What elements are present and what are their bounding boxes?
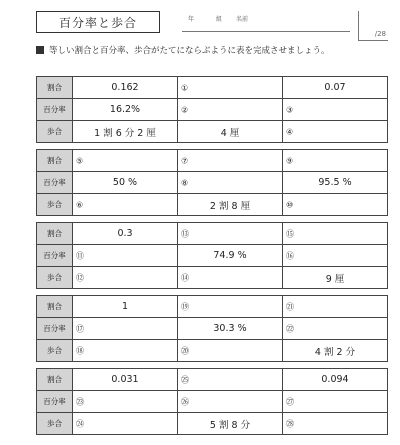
answer-cell[interactable] xyxy=(178,340,283,362)
row-label: 割合 xyxy=(37,296,73,318)
answer-cell[interactable] xyxy=(178,172,283,194)
answer-cell[interactable] xyxy=(178,267,283,289)
instruction-text: 等しい割合と百分率、歩合がたてにならぶように表を完成させましょう。 xyxy=(49,46,330,56)
table-row xyxy=(37,296,388,318)
answer-cell[interactable] xyxy=(178,77,283,99)
row-label: 百分率 xyxy=(37,172,73,194)
answer-cell[interactable] xyxy=(283,391,388,413)
answer-cell[interactable] xyxy=(283,413,388,435)
question-number: ⑬ xyxy=(181,229,189,238)
question-number: ⑧ xyxy=(181,178,189,187)
question-number: ⑲ xyxy=(181,302,189,311)
question-number: ⑯ xyxy=(286,251,294,260)
table-row xyxy=(37,391,388,413)
question-number: ⑳ xyxy=(181,346,189,355)
exercise-table-1 xyxy=(36,76,388,143)
worksheet-title xyxy=(36,11,160,33)
cell-value: 4 割 2 分 xyxy=(314,346,356,358)
row-label: 百分率 xyxy=(37,99,73,121)
row-label: 割合 xyxy=(37,223,73,245)
table-row xyxy=(37,369,388,391)
answer-cell[interactable] xyxy=(73,267,178,289)
question-number: ⑪ xyxy=(76,251,84,260)
table-row xyxy=(37,318,388,340)
cell-value: 2 割 8 厘 xyxy=(209,200,251,212)
exercise-table-3 xyxy=(36,222,388,289)
given-value-cell xyxy=(283,369,388,391)
given-value-cell xyxy=(178,194,283,216)
table-row xyxy=(37,340,388,362)
answer-cell[interactable] xyxy=(73,340,178,362)
instruction xyxy=(36,44,330,56)
cell-value: 16.2% xyxy=(109,104,141,115)
given-value-cell xyxy=(178,318,283,340)
cell-value: 30.3 % xyxy=(213,323,247,334)
question-number: ④ xyxy=(286,127,294,136)
row-label: 歩合 xyxy=(37,340,73,362)
given-value-cell xyxy=(73,223,178,245)
class-label: 組 xyxy=(216,16,223,23)
question-number: ③ xyxy=(286,105,294,114)
given-value-cell xyxy=(283,340,388,362)
cell-value: 0.07 xyxy=(324,82,346,93)
question-number: ⑭ xyxy=(181,273,189,282)
answer-cell[interactable] xyxy=(73,413,178,435)
worksheet-title-text: 百分率と歩合 xyxy=(58,15,137,30)
question-number: ㉓ xyxy=(76,397,84,406)
cell-value: 95.5 % xyxy=(318,177,352,188)
row-label: 百分率 xyxy=(37,391,73,413)
exercise-table-4 xyxy=(36,295,388,362)
cell-value: 0.031 xyxy=(111,374,139,385)
bullet-square-icon xyxy=(36,46,44,54)
cell-value: 0.3 xyxy=(117,228,133,239)
score-box xyxy=(358,11,388,41)
question-number: ② xyxy=(181,105,189,114)
table-row xyxy=(37,267,388,289)
answer-cell[interactable] xyxy=(178,391,283,413)
row-label: 割合 xyxy=(37,369,73,391)
table-row xyxy=(37,172,388,194)
table-row xyxy=(37,194,388,216)
question-number: ⑱ xyxy=(76,346,84,355)
given-value-cell xyxy=(73,77,178,99)
name-label: 名前 xyxy=(236,16,249,23)
answer-cell[interactable] xyxy=(283,194,388,216)
question-number: ⑥ xyxy=(76,200,84,209)
table-row xyxy=(37,223,388,245)
given-value-cell xyxy=(73,369,178,391)
given-value-cell xyxy=(283,172,388,194)
cell-value: 50 % xyxy=(112,177,138,188)
given-value-cell xyxy=(73,121,178,143)
table-row xyxy=(37,121,388,143)
row-label: 歩合 xyxy=(37,194,73,216)
question-number: ㉔ xyxy=(76,419,84,428)
answer-cell[interactable] xyxy=(283,296,388,318)
question-number: ㉗ xyxy=(286,397,294,406)
answer-cell[interactable] xyxy=(73,150,178,172)
row-label: 百分率 xyxy=(37,318,73,340)
row-label: 割合 xyxy=(37,150,73,172)
question-number: ① xyxy=(181,83,189,92)
cell-value: 5 割 8 分 xyxy=(209,419,251,431)
given-value-cell xyxy=(178,413,283,435)
exercise-table-5 xyxy=(36,368,388,435)
answer-cell[interactable] xyxy=(73,318,178,340)
answer-cell[interactable] xyxy=(178,99,283,121)
answer-cell[interactable] xyxy=(283,223,388,245)
table-row xyxy=(37,245,388,267)
score-total: /28 xyxy=(374,30,386,38)
row-label: 歩合 xyxy=(37,267,73,289)
row-label: 百分率 xyxy=(37,245,73,267)
given-value-cell xyxy=(178,245,283,267)
question-number: ⑨ xyxy=(286,156,294,165)
answer-cell[interactable] xyxy=(178,369,283,391)
question-number: ㉑ xyxy=(286,302,294,311)
grade-label: 年 xyxy=(188,16,195,23)
given-value-cell xyxy=(73,296,178,318)
question-number: ⑦ xyxy=(181,156,189,165)
cell-value: 9 厘 xyxy=(325,273,345,285)
table-row xyxy=(37,77,388,99)
given-value-cell xyxy=(283,267,388,289)
cell-value: 4 厘 xyxy=(220,127,240,139)
question-number: ㉖ xyxy=(181,397,189,406)
answer-cell[interactable] xyxy=(73,391,178,413)
question-number: ⑰ xyxy=(76,324,84,333)
exercise-table-2 xyxy=(36,149,388,216)
cell-value: 0.094 xyxy=(321,374,349,385)
table-row xyxy=(37,413,388,435)
row-label: 割合 xyxy=(37,77,73,99)
question-number: ⑫ xyxy=(76,273,84,282)
cell-value: 1 xyxy=(121,301,129,312)
cell-value: 74.9 % xyxy=(213,250,247,261)
given-value-cell xyxy=(178,121,283,143)
name-area xyxy=(182,12,350,34)
table-row xyxy=(37,99,388,121)
answer-cell[interactable] xyxy=(178,296,283,318)
answer-cell[interactable] xyxy=(73,194,178,216)
answer-cell[interactable] xyxy=(283,99,388,121)
answer-cell[interactable] xyxy=(73,245,178,267)
given-value-cell xyxy=(283,77,388,99)
question-number: ⑤ xyxy=(76,156,84,165)
answer-cell[interactable] xyxy=(283,150,388,172)
answer-cell[interactable] xyxy=(178,150,283,172)
answer-cell[interactable] xyxy=(283,318,388,340)
row-label: 歩合 xyxy=(37,121,73,143)
cell-value: 0.162 xyxy=(111,82,139,93)
question-number: ㉒ xyxy=(286,324,294,333)
question-number: ㉘ xyxy=(286,419,294,428)
question-number: ⑮ xyxy=(286,229,294,238)
row-label: 歩合 xyxy=(37,413,73,435)
question-number: ㉕ xyxy=(181,375,189,384)
question-number: ⑩ xyxy=(286,200,294,209)
given-value-cell xyxy=(73,99,178,121)
answer-cell[interactable] xyxy=(283,121,388,143)
cell-value: 1 割 6 分 2 厘 xyxy=(94,127,156,139)
given-value-cell xyxy=(73,172,178,194)
name-underline xyxy=(182,31,350,32)
answer-cell[interactable] xyxy=(283,245,388,267)
table-row xyxy=(37,150,388,172)
answer-cell[interactable] xyxy=(178,223,283,245)
